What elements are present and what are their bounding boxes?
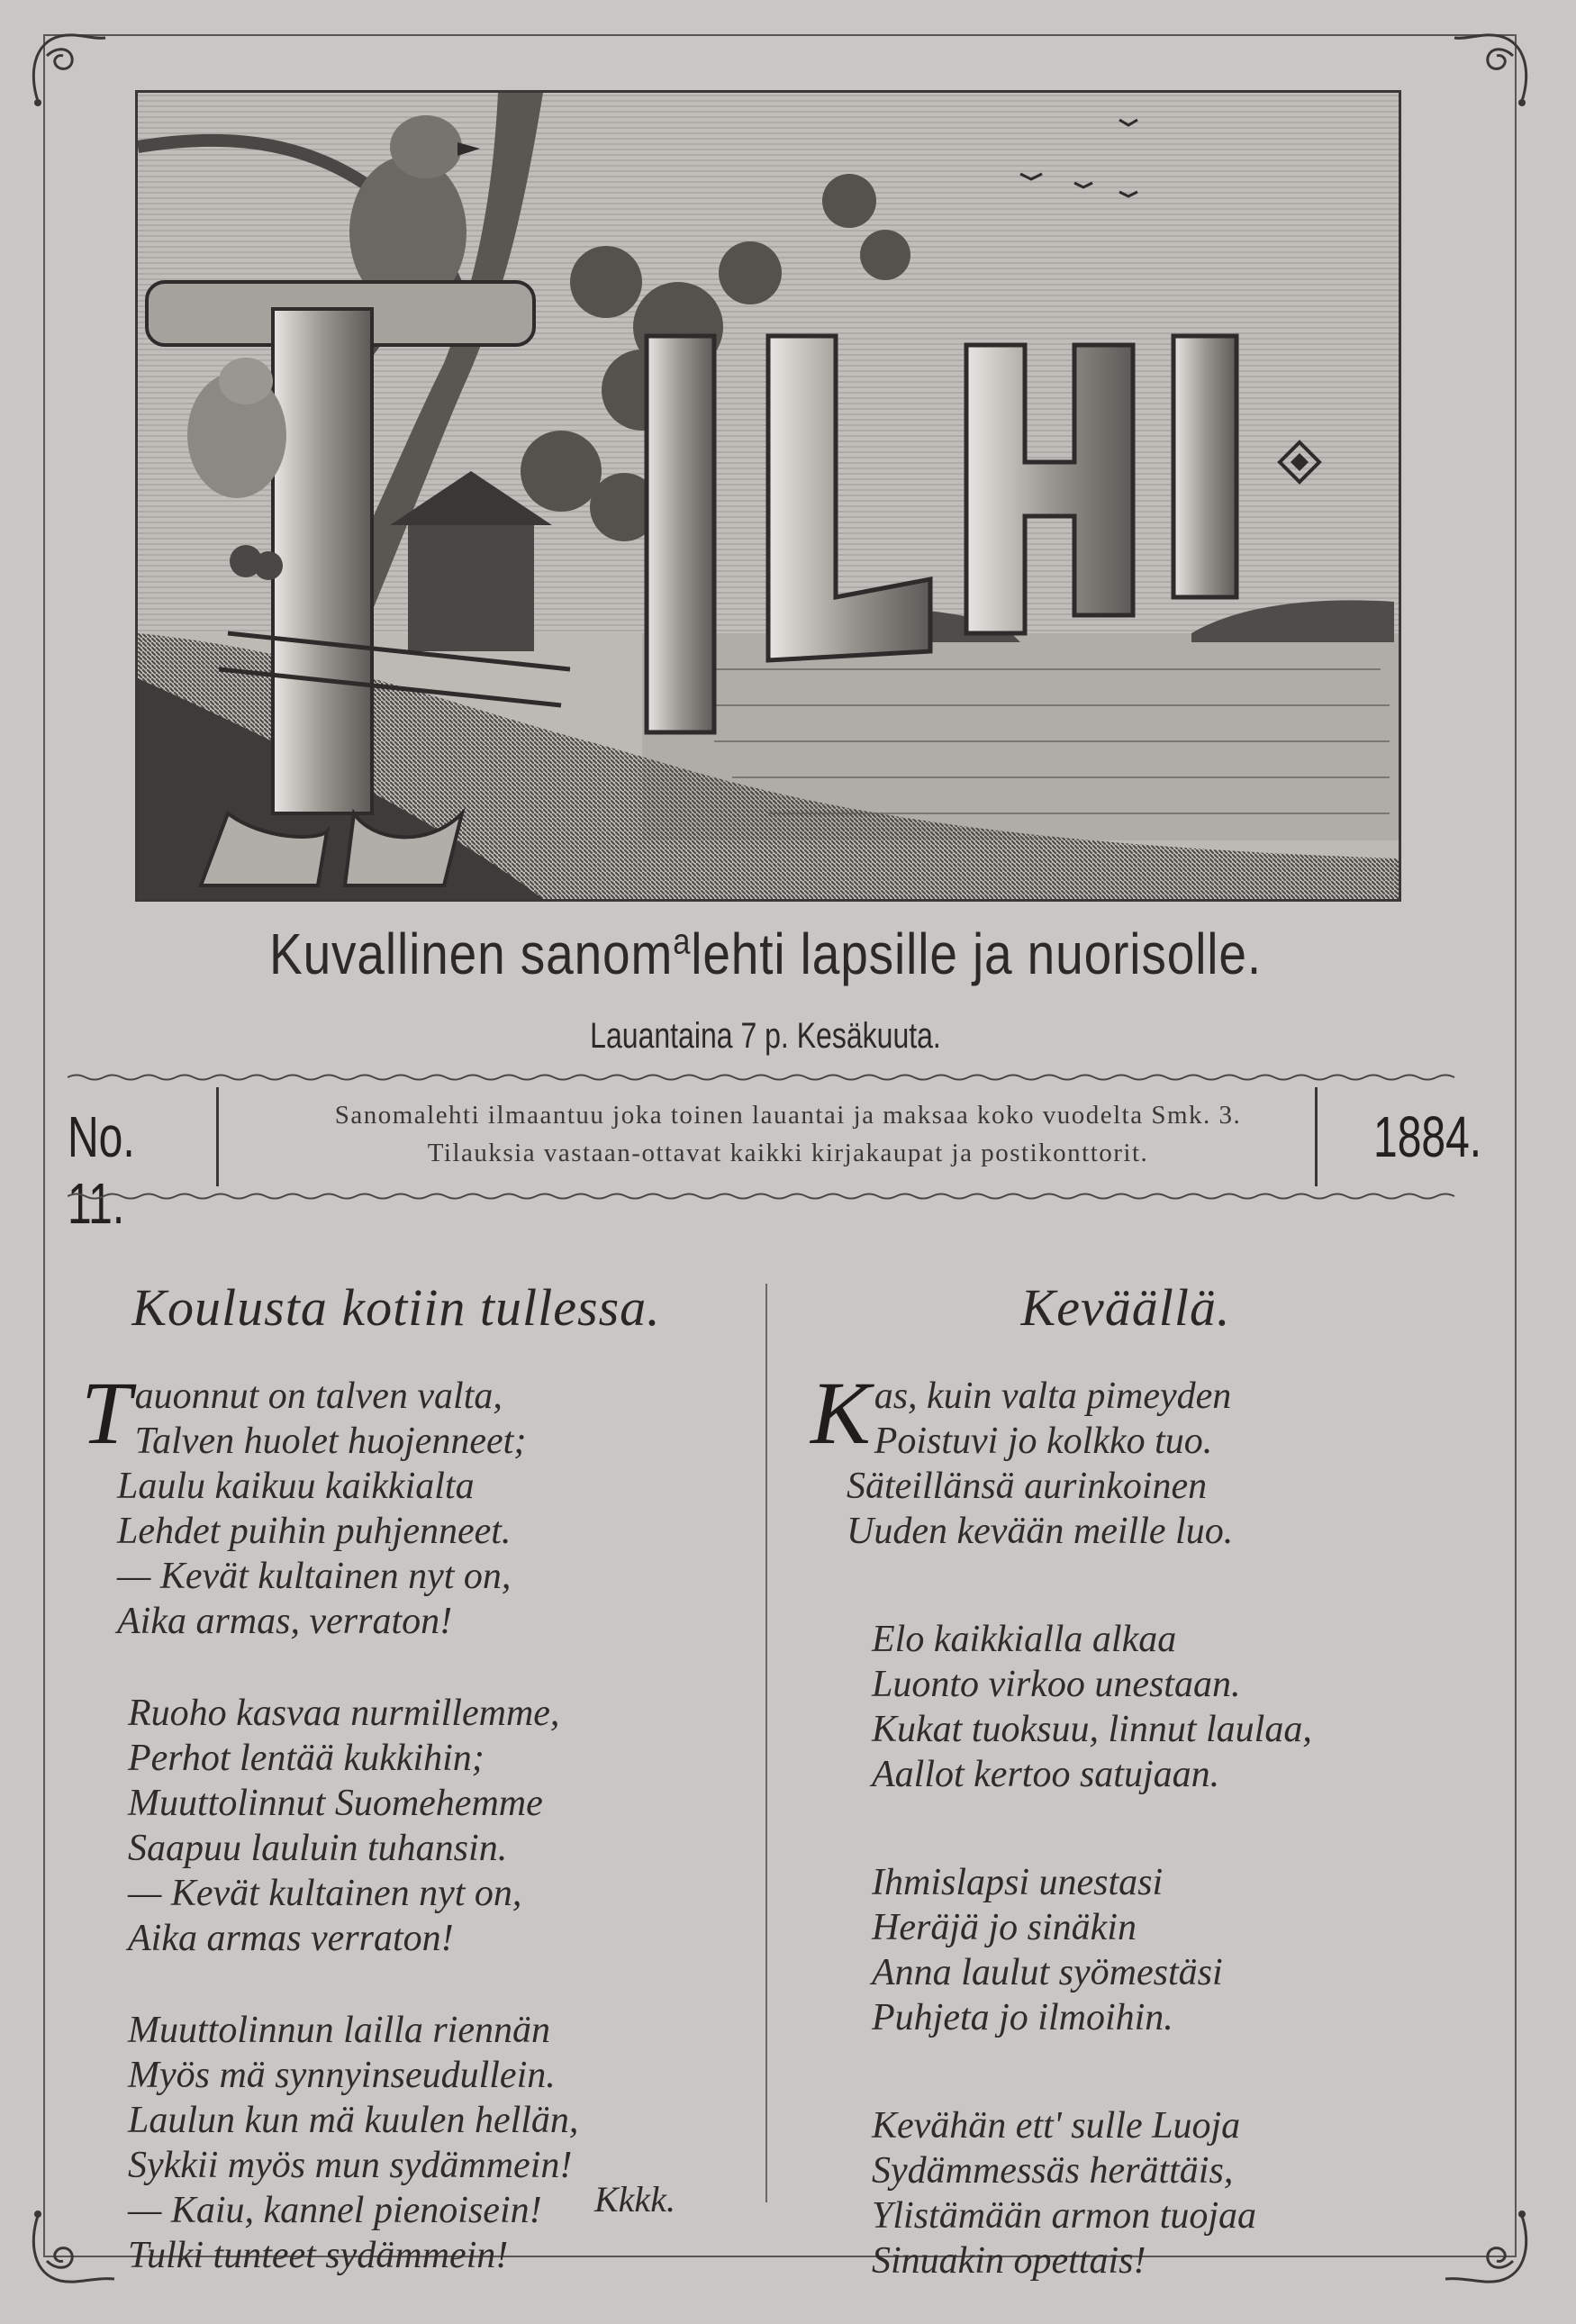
- drop-cap: T: [81, 1363, 131, 1463]
- divider-rule-bottom: [68, 1189, 1463, 1198]
- poem-line: Perhot lentää kukkihin;: [128, 1738, 485, 1779]
- poem-title: Keväällä.: [1020, 1278, 1231, 1337]
- poem-line: Heräjä jo sinäkin: [872, 1907, 1137, 1948]
- column-divider: [765, 1284, 767, 2202]
- corner-ornament-icon: [1441, 2198, 1540, 2297]
- poem-line: Laulu kaikuu kaikkialta: [117, 1466, 475, 1507]
- poem-first-line: as, kuin valta pimeyden: [874, 1375, 1232, 1417]
- poem-stanza: [81, 1691, 711, 1961]
- poem-line: Säteillänsä aurinkoinen: [847, 1466, 1208, 1507]
- poem-stanza: [811, 1617, 1441, 1797]
- poem-line: — Kaiu, kannel pienoisein!: [128, 2190, 542, 2231]
- poem-line: Muuttolinnun lailla riennän: [128, 2010, 550, 2051]
- poem-right: [811, 1277, 1441, 2283]
- poem-line: Ylistämään armon tuojaa: [872, 2195, 1257, 2237]
- subscription-info: [225, 1096, 1351, 1172]
- corner-ornament-icon: [20, 20, 119, 119]
- poem-title: Koulusta kotiin tullessa.: [131, 1278, 661, 1337]
- subtitle-part2: lehti lapsille ja nuorisolle.: [691, 921, 1262, 986]
- poem-first-line: auonnut on talven valta,: [134, 1375, 503, 1417]
- corner-ornament-icon: [1441, 20, 1540, 119]
- subscription-line-2: Tilauksia vastaan-ottavat kaikki kirjakaupat ja postikonttorit.: [427, 1139, 1149, 1167]
- poem-line: Aika armas, verraton!: [117, 1601, 453, 1642]
- issue-info-bar: [68, 1087, 1482, 1236]
- poem-line: Poistuvi jo kolkko tuo.: [874, 1421, 1213, 1462]
- poem-line: Myös mä synnyinseudullein.: [128, 2055, 556, 2096]
- masthead-illustration: [135, 90, 1401, 902]
- poem-stanza: [81, 2008, 711, 2278]
- poem-line: Sydämmessäs herättäis,: [872, 2150, 1234, 2192]
- drop-cap: K: [811, 1363, 871, 1463]
- poem-line: Saapuu lauluin tuhansin.: [128, 1828, 508, 1869]
- divider: [216, 1087, 219, 1186]
- poem-stanza: [81, 1363, 711, 1644]
- poem-stanza: [811, 2103, 1441, 2283]
- poem-line: — Kevät kultainen nyt on,: [117, 1556, 512, 1597]
- poem-line: Luonto virkoo unestaan.: [872, 1664, 1241, 1705]
- publication-subtitle: [223, 921, 1308, 987]
- poem-stanza: [811, 1860, 1441, 2040]
- poem-stanza: [811, 1363, 1441, 1554]
- poem-line: Uuden kevään meille luo.: [847, 1511, 1234, 1552]
- poem-left: [81, 1277, 711, 2278]
- divider: [1315, 1087, 1318, 1186]
- subtitle-superscript: a: [673, 921, 692, 962]
- issue-year: 1884.: [1373, 1104, 1482, 1169]
- poem-line: Kukat tuoksuu, linnut laulaa,: [872, 1709, 1312, 1750]
- poem-line: Puhjeta jo ilmoihin.: [872, 1997, 1173, 2038]
- poem-line: Ruoho kasvaa nurmillemme,: [128, 1693, 560, 1734]
- poem-line: Muuttolinnut Suomehemme: [128, 1783, 543, 1824]
- poem-line: Tulki tunteet sydämmein!: [128, 2235, 509, 2276]
- poem-line: — Kevät kultainen nyt on,: [128, 1873, 522, 1914]
- poem-signature: Kkkk.: [594, 2179, 675, 2220]
- divider-rule-top: [68, 1070, 1463, 1079]
- issue-number: No. 11.: [68, 1104, 135, 1236]
- subtitle-part1: Kuvallinen sanom: [269, 921, 674, 986]
- poem-line: Kevähän ett' sulle Luoja: [872, 2105, 1241, 2147]
- poem-line: Sinuakin opettais!: [872, 2240, 1146, 2282]
- issue-date: Lauantaina 7 p. Kesäkuuta.: [590, 1016, 941, 1056]
- poem-line: Anna laulut syömestäsi: [872, 1952, 1223, 1993]
- poem-line: Sykkii myös mun sydämmein!: [128, 2145, 573, 2186]
- poem-line: Aallot kertoo satujaan.: [872, 1754, 1220, 1795]
- poem-line: Elo kaikkialla alkaa: [872, 1619, 1177, 1660]
- poem-line: Ihmislapsi unestasi: [872, 1862, 1164, 1903]
- poem-line: Talven huolet huojenneet;: [134, 1421, 527, 1462]
- poem-line: Laulun kun mä kuulen hellän,: [128, 2100, 579, 2141]
- poem-line: Aika armas verraton!: [128, 1918, 454, 1959]
- subscription-line-1: Sanomalehti ilmaantuu joka toinen lauantai ja maksaa koko vuodelta Smk. 3.: [334, 1101, 1242, 1130]
- poem-line: Lehdet puihin puhjenneet.: [117, 1511, 512, 1552]
